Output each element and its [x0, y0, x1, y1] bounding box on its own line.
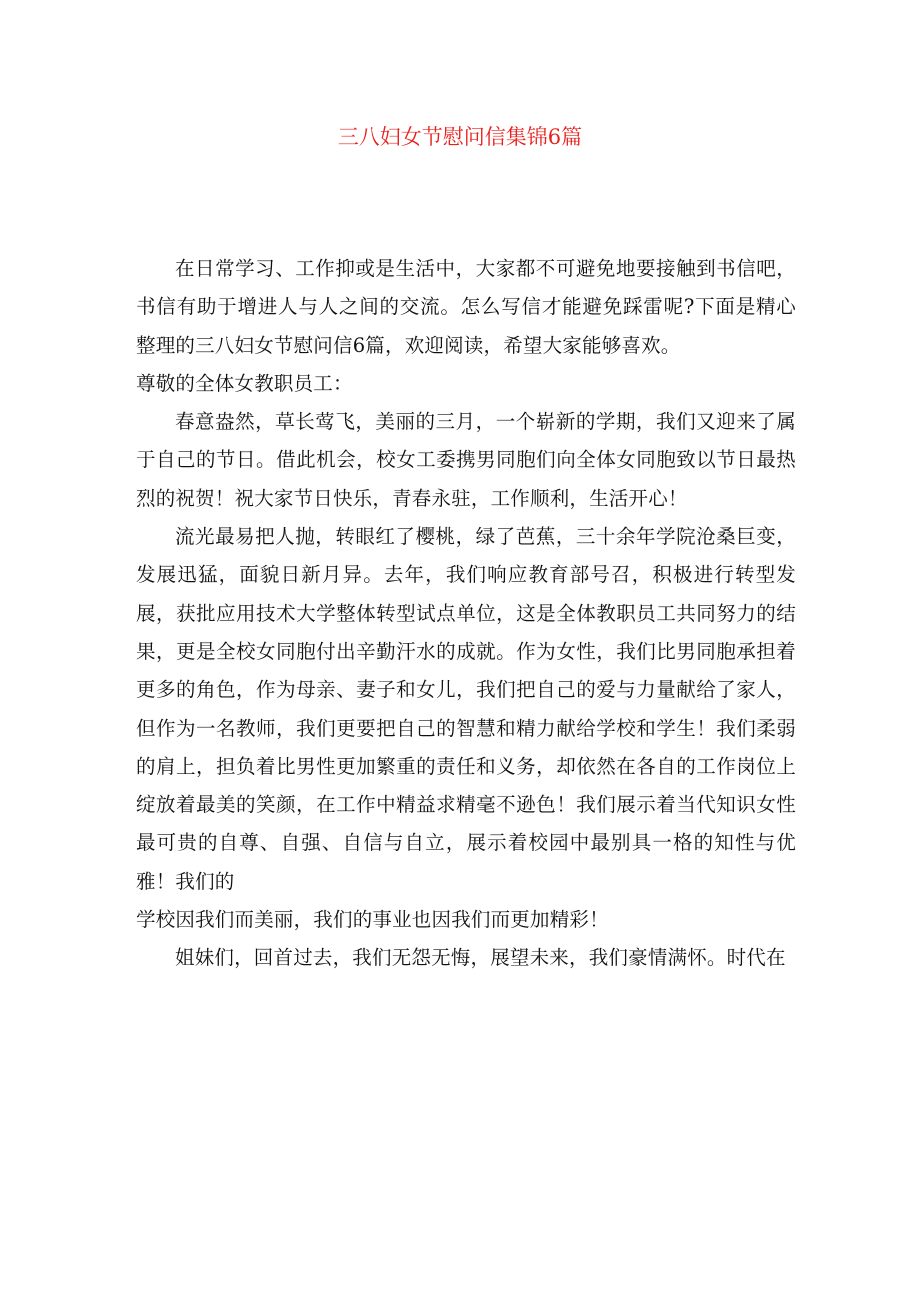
document-body [136, 250, 796, 978]
paragraph-intro: 在日常学习、工作抑或是生活中，大家都不可避免地要接触到书信吧，书信有助于增进人与人之间的交流。怎么写信才能避免踩雷呢?下面是精心整理的三八妇女节慰问信6篇，欢迎阅读，希望大家能够喜欢。 [136, 257, 796, 357]
paragraph-achievements: 流光最易把人抛，转眼红了樱桃，绿了芭蕉，三十余年学院沧桑巨变，发展迅猛，面貌日新月异。去年，我们响应教育部号召，积极进行转型发展，获批应用技术大学整体转型试点单位，这是全体教职员工共同努力的结果，更是全校女同胞付出辛勤汗水的成就。作为女性，我们比男同胞承担着更多的角色，作为母亲、妻子和女儿，我们把自己的爱与力量献给了家人，但作为一名教师，我们更要把自己的智慧和精力献给学校和学生！我们柔弱的肩上，担负着比男性更加繁重的责任和义务，却依然在各自的工作岗位上绽放着最美的笑颜，在工作中精益求精毫不逊色！我们展示着当代知识女性最可贵的自尊、自强、自信与自立，展示着校园中最别具一格的知性与优雅！我们的 [136, 525, 796, 893]
paragraph-salutation: 尊敬的全体女教职员工： [136, 371, 353, 395]
paragraph-greeting: 春意盎然，草长莺飞，美丽的三月，一个崭新的学期，我们又迎来了属于自己的节日。借此机会，校女工委携男同胞们向全体女同胞致以节日最热烈的祝贺！祝大家节日快乐，青春永驻，工作顺利，生活开心！ [136, 410, 796, 510]
paragraph-closing: 姐妹们，回首过去，我们无怨无悔，展望未来，我们豪情满怀。时代在 [175, 946, 786, 970]
paragraph-continuation: 学校因我们而美丽，我们的事业也因我们而更加精彩！ [136, 908, 609, 932]
document-title: 三八妇女节慰问信集锦6篇 [337, 125, 583, 149]
